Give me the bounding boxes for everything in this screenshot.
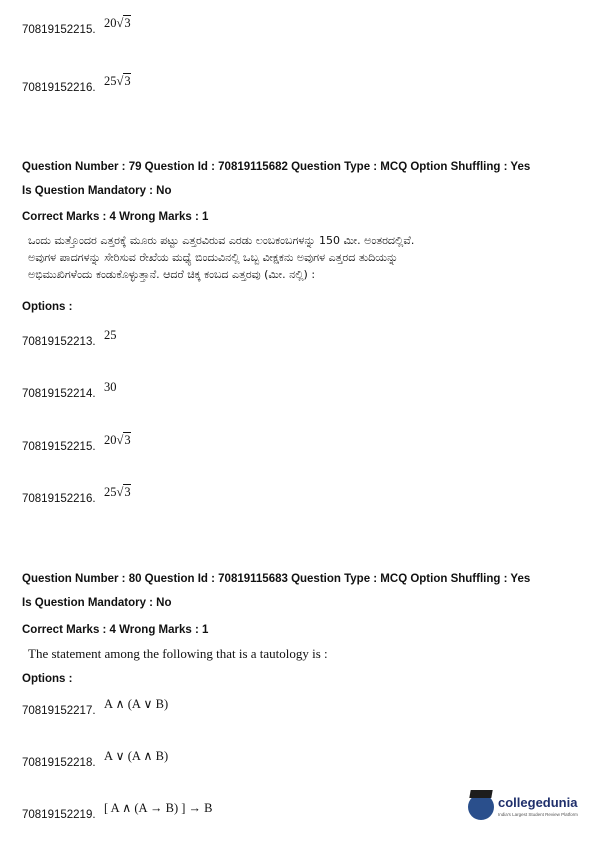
option-radicand: 3 [124,433,131,447]
option-value: 25√3 [104,485,131,499]
question-text: The statement among the following that is a tautology is : [28,646,328,661]
option-value: 25 [104,328,117,342]
question-header: Question Number : 79 Question Id : 70819115682 Question Type : MCQ Option Shuffling : Yes [22,161,531,173]
option-row [22,380,117,402]
option-row [22,801,213,823]
option-row [22,328,117,350]
option-value: 30 [104,380,117,394]
option-id: 70819152215. [22,24,96,36]
option-id: 70819152214. [22,388,96,400]
option-radicand: 3 [124,485,131,499]
option-row [22,433,131,455]
option-coef: 25 [104,74,117,88]
option-id: 70819152215. [22,441,96,453]
option-value: 25√3 [104,74,131,88]
option-row [22,749,169,771]
option-row [22,74,131,96]
question-text-line: ಅಭಿಮುಖಿಗಳೆಂದು ಕಂಡುಕೊಳ್ಳುತ್ತಾನೆ. ಆದರೆ ಚಿಕ್ಕ ಕಂಬದ ಎತ್ತರವು (ಮೀ. ನಲ್ಲಿ) : [28,268,316,281]
option-id: 70819152216. [22,493,96,505]
question-mandatory: Is Question Mandatory : No [22,597,172,609]
option-radicand: 3 [124,16,131,30]
logo-name: collegedunia [498,795,578,810]
question-mandatory: Is Question Mandatory : No [22,185,172,197]
option-value: A ∧ (A ∨ B) [104,697,169,711]
graduation-cap-icon [469,790,492,798]
option-id: 70819152217. [22,705,96,717]
question-marks: Correct Marks : 4 Wrong Marks : 1 [22,624,209,636]
option-value: 20√3 [104,16,131,30]
question-marks: Correct Marks : 4 Wrong Marks : 1 [22,211,209,223]
options-label: Options : [22,301,73,313]
option-value: [ A ∧ (A → B) ] → B [104,801,213,815]
option-id: 70819152216. [22,82,96,94]
question-text-line: ಒಂದು ಮತ್ತೊಂದರ ಎತ್ತರಕ್ಕೆ ಮೂರು ಪಟ್ಟು ಎತ್ತರವಿರುವ ಎರಡು ಲಂಬಕಂಬಗಳನ್ನು 150 ಮೀ. ಅಂತರದಲ್ಲಿವೆ. [28,234,415,247]
option-id: 70819152213. [22,336,96,348]
question-text-line: ಅವುಗಳ ಪಾದಗಳನ್ನು ಸೇರಿಸುವ ರೇಖೆಯ ಮಧ್ಯೆ ಬಿಂದುವಿನಲ್ಲಿ ಒಬ್ಬ ವೀಕ್ಷಕನು ಅವುಗಳ ಎತ್ತರದ ತುದಿಯನ್ನು [28,251,399,264]
option-coef: 25 [104,485,117,499]
option-coef: 20 [104,16,117,30]
option-row [22,697,169,719]
option-coef: 20 [104,433,117,447]
option-id: 70819152219. [22,809,96,821]
option-row [22,485,131,507]
question-text [28,232,468,283]
option-id: 70819152218. [22,757,96,769]
option-radicand: 3 [124,74,131,88]
option-row [22,16,131,38]
option-value: A ∨ (A ∧ B) [104,749,169,763]
collegedunia-logo [468,792,588,826]
option-value: 20√3 [104,433,131,447]
question-header: Question Number : 80 Question Id : 70819115683 Question Type : MCQ Option Shuffling : Yes [22,573,531,585]
options-label: Options : [22,673,73,685]
logo-tagline: India's Largest Student Review Platform [498,812,578,817]
